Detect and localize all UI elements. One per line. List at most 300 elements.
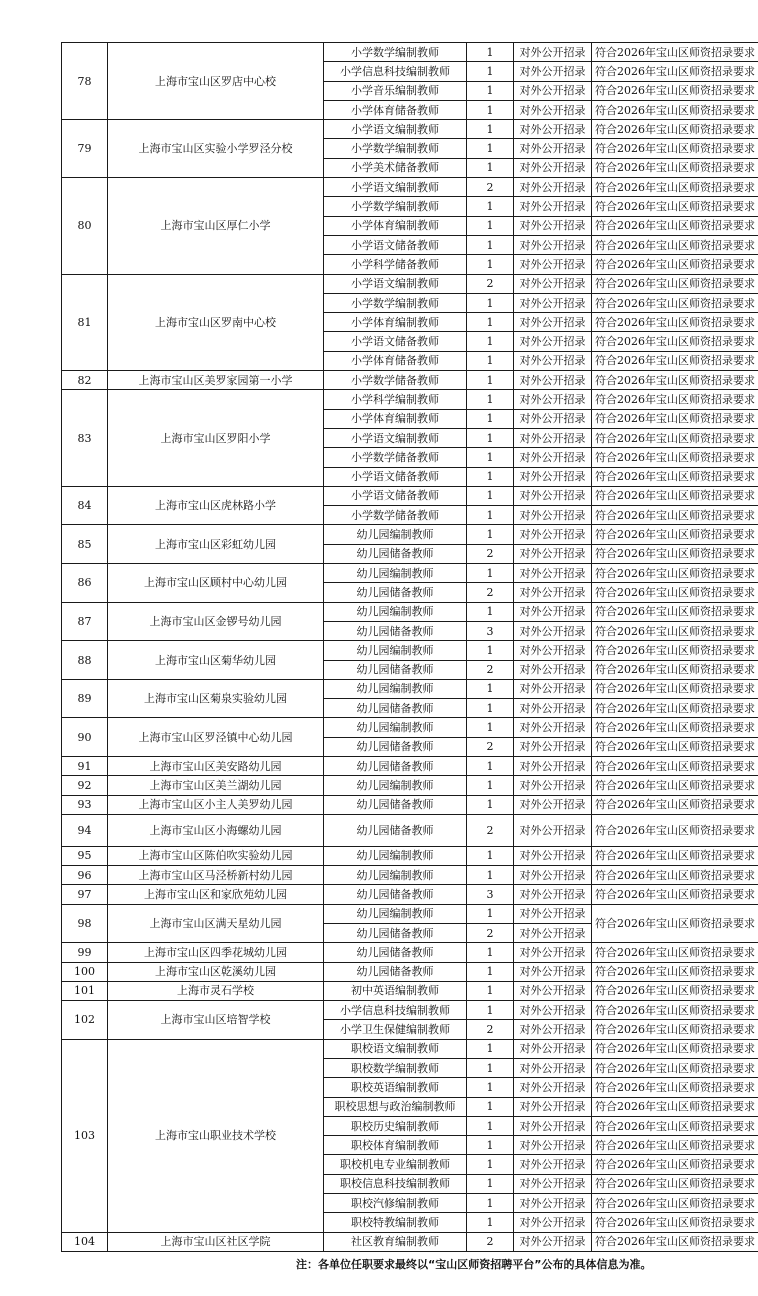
table-row [62, 943, 758, 962]
position-count: 1 [467, 293, 514, 312]
position-count: 2 [467, 544, 514, 563]
table-row [62, 564, 758, 583]
position-name: 小学体育储备教师 [324, 351, 467, 370]
table-row [62, 525, 758, 544]
position-requirement: 符合2026年宝山区师资招录要求 [592, 158, 758, 177]
table-row [62, 602, 758, 621]
position-requirement: 符合2026年宝山区师资招录要求 [592, 1039, 758, 1058]
position-count: 1 [467, 1039, 514, 1058]
recruit-method: 对外公开招录 [514, 641, 592, 660]
row-number: 96 [62, 866, 108, 885]
position-count: 1 [467, 1213, 514, 1232]
position-name: 幼儿园储备教师 [324, 885, 467, 904]
position-requirement: 符合2026年宝山区师资招录要求 [592, 197, 758, 216]
position-requirement: 符合2026年宝山区师资招录要求 [592, 120, 758, 139]
position-count: 2 [467, 274, 514, 293]
position-requirement: 符合2026年宝山区师资招录要求 [592, 467, 758, 486]
position-count: 1 [467, 904, 514, 923]
unit-name: 上海市宝山区马泾桥新村幼儿园 [108, 866, 324, 885]
recruit-method: 对外公开招录 [514, 255, 592, 274]
recruit-method: 对外公开招录 [514, 1194, 592, 1213]
position-count: 1 [467, 313, 514, 332]
row-number: 89 [62, 679, 108, 718]
position-requirement: 符合2026年宝山区师资招录要求 [592, 1136, 758, 1155]
position-requirement: 符合2026年宝山区师资招录要求 [592, 583, 758, 602]
position-name: 幼儿园储备教师 [324, 583, 467, 602]
recruit-method: 对外公开招录 [514, 846, 592, 865]
unit-name: 上海市宝山区实验小学罗泾分校 [108, 120, 324, 178]
table-row [62, 274, 758, 293]
row-number: 99 [62, 943, 108, 962]
position-requirement: 符合2026年宝山区师资招录要求 [592, 525, 758, 544]
recruit-method: 对外公开招录 [514, 216, 592, 235]
position-requirement: 符合2026年宝山区师资招录要求 [592, 486, 758, 505]
position-name: 小学科学储备教师 [324, 255, 467, 274]
recruit-method: 对外公开招录 [514, 371, 592, 390]
position-requirement: 符合2026年宝山区师资招录要求 [592, 235, 758, 254]
position-count: 1 [467, 1194, 514, 1213]
position-requirement: 符合2026年宝山区师资招录要求 [592, 43, 758, 62]
unit-name: 上海市宝山区菊华幼儿园 [108, 641, 324, 680]
position-requirement: 符合2026年宝山区师资招录要求 [592, 274, 758, 293]
position-name: 职校机电专业编制教师 [324, 1155, 467, 1174]
position-name: 职校汽修编制教师 [324, 1194, 467, 1213]
recruit-method: 对外公开招录 [514, 178, 592, 197]
position-name: 小学语文储备教师 [324, 486, 467, 505]
position-count: 1 [467, 1155, 514, 1174]
recruitment-table [61, 42, 758, 1252]
position-count: 1 [467, 602, 514, 621]
recruit-method: 对外公开招录 [514, 583, 592, 602]
unit-name: 上海市宝山职业技术学校 [108, 1039, 324, 1232]
position-count: 1 [467, 1116, 514, 1135]
table-row [62, 371, 758, 390]
unit-name: 上海市宝山区乾溪幼儿园 [108, 962, 324, 981]
position-requirement: 符合2026年宝山区师资招录要求 [592, 544, 758, 563]
position-requirement: 符合2026年宝山区师资招录要求 [592, 904, 758, 943]
recruit-method: 对外公开招录 [514, 544, 592, 563]
recruit-method: 对外公开招录 [514, 904, 592, 923]
recruit-method: 对外公开招录 [514, 602, 592, 621]
position-requirement: 符合2026年宝山区师资招录要求 [592, 699, 758, 718]
recruit-method: 对外公开招录 [514, 428, 592, 447]
position-requirement: 符合2026年宝山区师资招录要求 [592, 885, 758, 904]
recruit-method: 对外公开招录 [514, 1058, 592, 1077]
position-name: 幼儿园编制教师 [324, 641, 467, 660]
position-name: 职校英语编制教师 [324, 1078, 467, 1097]
position-name: 小学语文编制教师 [324, 428, 467, 447]
row-number: 93 [62, 795, 108, 814]
recruit-method: 对外公开招录 [514, 525, 592, 544]
position-requirement: 符合2026年宝山区师资招录要求 [592, 1020, 758, 1039]
position-count: 1 [467, 332, 514, 351]
row-number: 92 [62, 776, 108, 795]
row-number: 104 [62, 1232, 108, 1251]
unit-name: 上海市宝山区菊泉实验幼儿园 [108, 679, 324, 718]
position-name: 小学信息科技编制教师 [324, 1001, 467, 1020]
table-row [62, 814, 758, 846]
position-name: 小学体育编制教师 [324, 409, 467, 428]
position-name: 幼儿园储备教师 [324, 660, 467, 679]
recruit-method: 对外公开招录 [514, 564, 592, 583]
position-name: 幼儿园储备教师 [324, 737, 467, 756]
recruit-method: 对外公开招录 [514, 100, 592, 119]
position-requirement: 符合2026年宝山区师资招录要求 [592, 506, 758, 525]
position-name: 幼儿园编制教师 [324, 602, 467, 621]
recruit-method: 对外公开招录 [514, 1001, 592, 1020]
table-row [62, 795, 758, 814]
position-requirement: 符合2026年宝山区师资招录要求 [592, 776, 758, 795]
position-requirement: 符合2026年宝山区师资招录要求 [592, 846, 758, 865]
position-count: 3 [467, 885, 514, 904]
recruit-method: 对外公开招录 [514, 1020, 592, 1039]
row-number: 100 [62, 962, 108, 981]
position-name: 幼儿园储备教师 [324, 943, 467, 962]
position-requirement: 符合2026年宝山区师资招录要求 [592, 679, 758, 698]
position-requirement: 符合2026年宝山区师资招录要求 [592, 428, 758, 447]
position-requirement: 符合2026年宝山区师资招录要求 [592, 100, 758, 119]
position-requirement: 符合2026年宝山区师资招录要求 [592, 602, 758, 621]
row-number: 90 [62, 718, 108, 757]
position-name: 职校体育编制教师 [324, 1136, 467, 1155]
position-requirement: 符合2026年宝山区师资招录要求 [592, 943, 758, 962]
unit-name: 上海市宝山区培智学校 [108, 1001, 324, 1040]
unit-name: 上海市宝山区彩虹幼儿园 [108, 525, 324, 564]
position-count: 2 [467, 178, 514, 197]
position-requirement: 符合2026年宝山区师资招录要求 [592, 255, 758, 274]
position-count: 1 [467, 1058, 514, 1077]
recruit-method: 对外公开招录 [514, 795, 592, 814]
position-name: 小学数学储备教师 [324, 506, 467, 525]
recruit-method: 对外公开招录 [514, 699, 592, 718]
table-row [62, 846, 758, 865]
position-requirement: 符合2026年宝山区师资招录要求 [592, 814, 758, 846]
position-count: 1 [467, 62, 514, 81]
unit-name: 上海市宝山区四季花城幼儿园 [108, 943, 324, 962]
position-count: 1 [467, 197, 514, 216]
position-requirement: 符合2026年宝山区师资招录要求 [592, 621, 758, 640]
recruit-method: 对外公开招录 [514, 1174, 592, 1193]
table-row [62, 885, 758, 904]
row-number: 82 [62, 371, 108, 390]
table-row [62, 486, 758, 505]
position-name: 幼儿园储备教师 [324, 795, 467, 814]
table-row [62, 1232, 758, 1251]
position-name: 职校特教编制教师 [324, 1213, 467, 1232]
unit-name: 上海市宝山区美兰湖幼儿园 [108, 776, 324, 795]
recruit-method: 对外公开招录 [514, 737, 592, 756]
position-count: 1 [467, 641, 514, 660]
recruit-method: 对外公开招录 [514, 1116, 592, 1135]
position-count: 1 [467, 390, 514, 409]
recruit-method: 对外公开招录 [514, 1078, 592, 1097]
position-name: 小学卫生保健编制教师 [324, 1020, 467, 1039]
row-number: 95 [62, 846, 108, 865]
position-name: 小学语文储备教师 [324, 332, 467, 351]
unit-name: 上海市宝山区顾村中心幼儿园 [108, 564, 324, 603]
position-count: 1 [467, 1078, 514, 1097]
position-requirement: 符合2026年宝山区师资招录要求 [592, 1232, 758, 1251]
table-row [62, 641, 758, 660]
position-count: 1 [467, 120, 514, 139]
table-row [62, 904, 758, 923]
position-name: 幼儿园储备教师 [324, 962, 467, 981]
recruit-method: 对外公开招录 [514, 718, 592, 737]
recruit-method: 对外公开招录 [514, 43, 592, 62]
unit-name: 上海市宝山区虎林路小学 [108, 486, 324, 525]
position-count: 1 [467, 81, 514, 100]
position-name: 职校信息科技编制教师 [324, 1174, 467, 1193]
recruit-method: 对外公开招录 [514, 776, 592, 795]
recruit-method: 对外公开招录 [514, 332, 592, 351]
position-name: 小学数学储备教师 [324, 371, 467, 390]
position-requirement: 符合2026年宝山区师资招录要求 [592, 139, 758, 158]
table-row [62, 1039, 758, 1058]
position-count: 1 [467, 1174, 514, 1193]
recruit-method: 对外公开招录 [514, 621, 592, 640]
unit-name: 上海市宝山区罗泾镇中心幼儿园 [108, 718, 324, 757]
recruit-method: 对外公开招录 [514, 139, 592, 158]
table-row [62, 679, 758, 698]
recruit-method: 对外公开招录 [514, 120, 592, 139]
position-name: 幼儿园编制教师 [324, 564, 467, 583]
table-row [62, 866, 758, 885]
position-requirement: 符合2026年宝山区师资招录要求 [592, 81, 758, 100]
recruit-method: 对外公开招录 [514, 235, 592, 254]
position-requirement: 符合2026年宝山区师资招录要求 [592, 1116, 758, 1135]
row-number: 86 [62, 564, 108, 603]
position-name: 幼儿园储备教师 [324, 544, 467, 563]
position-requirement: 符合2026年宝山区师资招录要求 [592, 313, 758, 332]
recruit-method: 对外公开招录 [514, 390, 592, 409]
position-name: 初中英语编制教师 [324, 981, 467, 1000]
recruit-method: 对外公开招录 [514, 943, 592, 962]
position-count: 1 [467, 756, 514, 775]
recruit-method: 对外公开招录 [514, 866, 592, 885]
position-requirement: 符合2026年宝山区师资招录要求 [592, 1194, 758, 1213]
position-count: 1 [467, 409, 514, 428]
row-number: 80 [62, 178, 108, 274]
recruit-method: 对外公开招录 [514, 1232, 592, 1251]
table-row [62, 962, 758, 981]
position-requirement: 符合2026年宝山区师资招录要求 [592, 62, 758, 81]
position-name: 小学语文储备教师 [324, 235, 467, 254]
position-requirement: 符合2026年宝山区师资招录要求 [592, 1097, 758, 1116]
position-count: 1 [467, 506, 514, 525]
position-name: 小学科学编制教师 [324, 390, 467, 409]
position-count: 1 [467, 255, 514, 274]
recruit-method: 对外公开招录 [514, 1213, 592, 1232]
position-requirement: 符合2026年宝山区师资招录要求 [592, 866, 758, 885]
position-requirement: 符合2026年宝山区师资招录要求 [592, 178, 758, 197]
recruit-method: 对外公开招录 [514, 756, 592, 775]
row-number: 84 [62, 486, 108, 525]
row-number: 98 [62, 904, 108, 943]
table-row [62, 178, 758, 197]
row-number: 94 [62, 814, 108, 846]
position-name: 幼儿园编制教师 [324, 866, 467, 885]
position-count: 1 [467, 235, 514, 254]
recruit-method: 对外公开招录 [514, 293, 592, 312]
position-requirement: 符合2026年宝山区师资招录要求 [592, 1078, 758, 1097]
unit-name: 上海市宝山区美安路幼儿园 [108, 756, 324, 775]
position-name: 小学美术储备教师 [324, 158, 467, 177]
recruit-method: 对外公开招录 [514, 962, 592, 981]
table-row [62, 120, 758, 139]
position-name: 小学数学编制教师 [324, 43, 467, 62]
unit-name: 上海市宝山区小海螺幼儿园 [108, 814, 324, 846]
unit-name: 上海市宝山区和家欣苑幼儿园 [108, 885, 324, 904]
position-count: 1 [467, 525, 514, 544]
position-name: 小学体育编制教师 [324, 313, 467, 332]
unit-name: 上海市宝山区小主人美罗幼儿园 [108, 795, 324, 814]
position-requirement: 符合2026年宝山区师资招录要求 [592, 390, 758, 409]
position-name: 职校语文编制教师 [324, 1039, 467, 1058]
position-requirement: 符合2026年宝山区师资招录要求 [592, 371, 758, 390]
position-count: 1 [467, 486, 514, 505]
position-requirement: 符合2026年宝山区师资招录要求 [592, 1001, 758, 1020]
position-count: 2 [467, 1232, 514, 1251]
table-row [62, 756, 758, 775]
position-requirement: 符合2026年宝山区师资招录要求 [592, 1174, 758, 1193]
position-requirement: 符合2026年宝山区师资招录要求 [592, 332, 758, 351]
position-count: 1 [467, 1001, 514, 1020]
row-number: 78 [62, 43, 108, 120]
position-count: 1 [467, 943, 514, 962]
position-requirement: 符合2026年宝山区师资招录要求 [592, 641, 758, 660]
row-number: 97 [62, 885, 108, 904]
position-name: 小学数学编制教师 [324, 139, 467, 158]
recruit-method: 对外公开招录 [514, 1136, 592, 1155]
recruit-method: 对外公开招录 [514, 660, 592, 679]
row-number: 88 [62, 641, 108, 680]
position-count: 1 [467, 866, 514, 885]
unit-name: 上海市宝山区罗南中心校 [108, 274, 324, 370]
row-number: 79 [62, 120, 108, 178]
position-name: 小学体育储备教师 [324, 100, 467, 119]
position-count: 1 [467, 981, 514, 1000]
position-requirement: 符合2026年宝山区师资招录要求 [592, 795, 758, 814]
position-count: 2 [467, 1020, 514, 1039]
position-name: 小学数学编制教师 [324, 293, 467, 312]
position-requirement: 符合2026年宝山区师资招录要求 [592, 1058, 758, 1077]
unit-name: 上海市宝山区厚仁小学 [108, 178, 324, 274]
position-name: 幼儿园编制教师 [324, 846, 467, 865]
recruit-method: 对外公开招录 [514, 885, 592, 904]
unit-name: 上海市宝山区社区学院 [108, 1232, 324, 1251]
position-name: 幼儿园储备教师 [324, 699, 467, 718]
position-requirement: 符合2026年宝山区师资招录要求 [592, 737, 758, 756]
recruit-method: 对外公开招录 [514, 158, 592, 177]
position-count: 1 [467, 776, 514, 795]
position-count: 2 [467, 737, 514, 756]
position-requirement: 符合2026年宝山区师资招录要求 [592, 1213, 758, 1232]
recruit-method: 对外公开招录 [514, 62, 592, 81]
recruit-method: 对外公开招录 [514, 981, 592, 1000]
position-requirement: 符合2026年宝山区师资招录要求 [592, 962, 758, 981]
table-row [62, 43, 758, 62]
position-count: 1 [467, 962, 514, 981]
position-requirement: 符合2026年宝山区师资招录要求 [592, 409, 758, 428]
position-count: 3 [467, 621, 514, 640]
position-count: 1 [467, 467, 514, 486]
position-requirement: 符合2026年宝山区师资招录要求 [592, 756, 758, 775]
position-name: 幼儿园储备教师 [324, 621, 467, 640]
position-count: 1 [467, 216, 514, 235]
recruit-method: 对外公开招录 [514, 274, 592, 293]
position-name: 社区教育编制教师 [324, 1232, 467, 1251]
recruit-method: 对外公开招录 [514, 814, 592, 846]
position-count: 1 [467, 351, 514, 370]
position-requirement: 符合2026年宝山区师资招录要求 [592, 448, 758, 467]
recruit-method: 对外公开招录 [514, 923, 592, 942]
position-count: 1 [467, 718, 514, 737]
footer-note: 注：各单位任职要求最终以“宝山区师资招聘平台”公布的具体信息为准。 [296, 1258, 652, 1271]
position-count: 1 [467, 795, 514, 814]
position-count: 2 [467, 583, 514, 602]
position-requirement: 符合2026年宝山区师资招录要求 [592, 660, 758, 679]
row-number: 83 [62, 390, 108, 486]
position-count: 2 [467, 660, 514, 679]
position-count: 2 [467, 814, 514, 846]
table-row [62, 390, 758, 409]
position-name: 幼儿园储备教师 [324, 923, 467, 942]
position-count: 1 [467, 428, 514, 447]
recruit-method: 对外公开招录 [514, 1097, 592, 1116]
position-count: 1 [467, 1136, 514, 1155]
row-number: 102 [62, 1001, 108, 1040]
table-body [62, 43, 758, 1252]
position-name: 小学语文编制教师 [324, 274, 467, 293]
unit-name: 上海市灵石学校 [108, 981, 324, 1000]
recruit-method: 对外公开招录 [514, 467, 592, 486]
recruit-method: 对外公开招录 [514, 313, 592, 332]
position-name: 幼儿园储备教师 [324, 756, 467, 775]
table-row [62, 776, 758, 795]
position-count: 1 [467, 679, 514, 698]
position-name: 小学数学储备教师 [324, 448, 467, 467]
unit-name: 上海市宝山区满天星幼儿园 [108, 904, 324, 943]
recruit-method: 对外公开招录 [514, 486, 592, 505]
position-name: 小学音乐编制教师 [324, 81, 467, 100]
position-name: 幼儿园编制教师 [324, 904, 467, 923]
row-number: 85 [62, 525, 108, 564]
unit-name: 上海市宝山区陈伯吹实验幼儿园 [108, 846, 324, 865]
position-name: 小学语文编制教师 [324, 120, 467, 139]
position-name: 小学信息科技编制教师 [324, 62, 467, 81]
recruit-method: 对外公开招录 [514, 409, 592, 428]
row-number: 81 [62, 274, 108, 370]
position-count: 2 [467, 923, 514, 942]
position-name: 小学语文编制教师 [324, 178, 467, 197]
position-requirement: 符合2026年宝山区师资招录要求 [592, 351, 758, 370]
unit-name: 上海市宝山区美罗家园第一小学 [108, 371, 324, 390]
position-count: 1 [467, 139, 514, 158]
position-name: 小学体育编制教师 [324, 216, 467, 235]
unit-name: 上海市宝山区罗店中心校 [108, 43, 324, 120]
recruit-method: 对外公开招录 [514, 351, 592, 370]
position-name: 职校思想与政治编制教师 [324, 1097, 467, 1116]
unit-name: 上海市宝山区罗阳小学 [108, 390, 324, 486]
recruit-method: 对外公开招录 [514, 679, 592, 698]
recruit-method: 对外公开招录 [514, 506, 592, 525]
row-number: 91 [62, 756, 108, 775]
recruit-method: 对外公开招录 [514, 197, 592, 216]
table-row [62, 718, 758, 737]
position-count: 1 [467, 100, 514, 119]
position-requirement: 符合2026年宝山区师资招录要求 [592, 718, 758, 737]
position-count: 1 [467, 371, 514, 390]
